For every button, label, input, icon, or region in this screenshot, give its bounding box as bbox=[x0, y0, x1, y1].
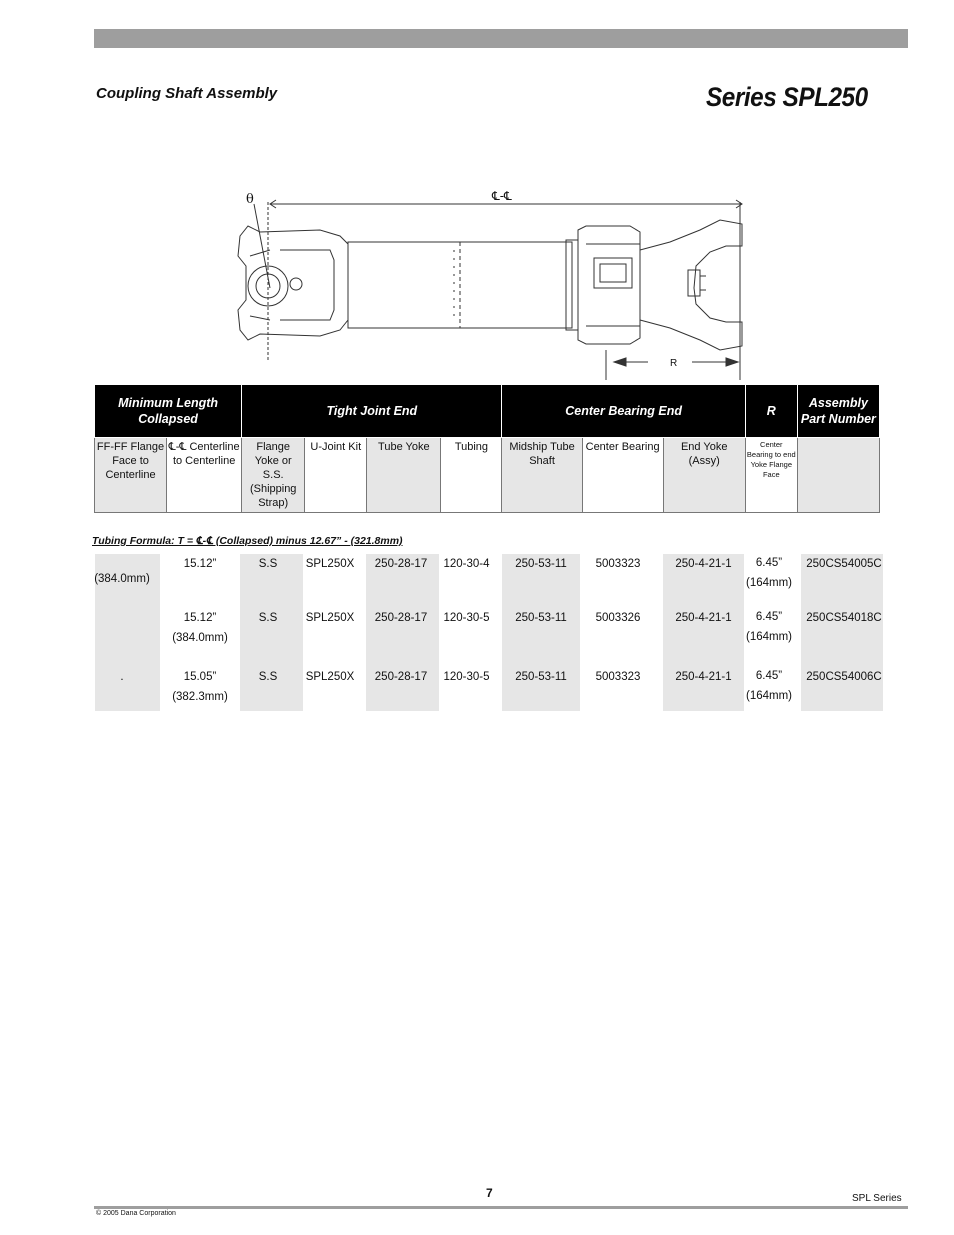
row1-flange: S.S bbox=[258, 558, 278, 570]
group-min-length: Minimum Length Collapsed bbox=[95, 385, 242, 438]
row3-cc: 15.05” bbox=[183, 671, 217, 683]
row1-ff: (384.0mm) bbox=[94, 573, 150, 585]
row2-tube-yoke: 250-28-17 bbox=[374, 612, 428, 624]
col-tube-yoke: Tube Yoke bbox=[367, 438, 441, 513]
row2-r: 6.45” bbox=[755, 611, 783, 623]
page-title: Series SPL250 bbox=[706, 82, 868, 112]
row3-tube-yoke: 250-28-17 bbox=[374, 671, 428, 683]
row3-flange: S.S bbox=[258, 671, 278, 683]
page-subtitle: Coupling Shaft Assembly bbox=[96, 85, 278, 102]
col-end-yoke: End Yoke (Assy) bbox=[663, 438, 745, 513]
row2-cc: 15.12” bbox=[183, 612, 217, 624]
row3-bearing: 5003323 bbox=[595, 671, 641, 683]
row1-r: 6.45” bbox=[755, 557, 783, 569]
tubing-formula: Tubing Formula: T = ℄-℄ (Collapsed) minus 12.67” - (321.8mm) bbox=[92, 535, 403, 547]
row2-bearing: 5003326 bbox=[595, 612, 641, 624]
row1-part: 250CS54005C bbox=[806, 558, 882, 570]
coupling-shaft-diagram bbox=[230, 180, 750, 380]
row3-r-mm: (164mm) bbox=[745, 690, 792, 702]
footer-series: SPL Series bbox=[852, 1193, 902, 1204]
group-center-bearing-end: Center Bearing End bbox=[502, 385, 745, 438]
row1-bearing: 5003323 bbox=[595, 558, 641, 570]
row3-r: 6.45” bbox=[755, 670, 783, 682]
col-bg-part bbox=[801, 554, 883, 711]
row1-midship: 250-53-11 bbox=[515, 558, 567, 570]
row2-part: 250CS54018C bbox=[806, 612, 882, 624]
row3-ff: . bbox=[120, 671, 124, 683]
group-tight-joint-end: Tight Joint End bbox=[242, 385, 502, 438]
col-bg-flange bbox=[240, 554, 303, 711]
row2-flange: S.S bbox=[258, 612, 278, 624]
row3-ujoint: SPL250X bbox=[305, 671, 355, 683]
row2-ujoint: SPL250X bbox=[305, 612, 355, 624]
footer-rule bbox=[94, 1206, 908, 1209]
col-bg-midship bbox=[502, 554, 580, 711]
row3-part: 250CS54006C bbox=[806, 671, 882, 683]
col-center-bearing: Center Bearing bbox=[582, 438, 663, 513]
col-part-number bbox=[797, 438, 879, 513]
col-midship-tube-shaft: Midship Tube Shaft bbox=[502, 438, 582, 513]
col-r-description: Center Bearing to end Yoke Flange Face bbox=[745, 438, 797, 513]
col-bg-end-yoke bbox=[663, 554, 744, 711]
col-bg-tube-yoke bbox=[366, 554, 439, 711]
row2-cc-mm: (384.0mm) bbox=[172, 632, 228, 644]
page-number: 7 bbox=[486, 1186, 493, 1200]
group-r: R bbox=[745, 385, 797, 438]
group-assembly-part-number: Assembly Part Number bbox=[797, 385, 879, 438]
row2-midship: 250-53-11 bbox=[515, 612, 567, 624]
header-bar bbox=[94, 29, 908, 48]
row1-tubing: 120-30-4 bbox=[443, 558, 490, 570]
cc-dimension-label: ℄-℄ bbox=[492, 189, 512, 203]
row3-cc-mm: (382.3mm) bbox=[172, 691, 228, 703]
row3-tubing: 120-30-5 bbox=[443, 671, 490, 683]
row2-end-yoke: 250-4-21-1 bbox=[675, 612, 732, 624]
col-flange-yoke: Flange Yoke or S.S. (Shipping Strap) bbox=[242, 438, 305, 513]
row1-r-mm: (164mm) bbox=[745, 577, 792, 589]
row1-tube-yoke: 250-28-17 bbox=[374, 558, 428, 570]
col-cc: ℄-℄ Centerline to Centerline bbox=[167, 438, 242, 513]
col-tubing: Tubing bbox=[441, 438, 502, 513]
specification-table-data bbox=[94, 554, 884, 711]
specification-table-header bbox=[94, 384, 880, 513]
row2-r-mm: (164mm) bbox=[745, 631, 792, 643]
row3-midship: 250-53-11 bbox=[515, 671, 567, 683]
row1-end-yoke: 250-4-21-1 bbox=[675, 558, 732, 570]
col-ujoint-kit: U-Joint Kit bbox=[305, 438, 367, 513]
row2-tubing: 120-30-5 bbox=[443, 612, 490, 624]
row3-end-yoke: 250-4-21-1 bbox=[675, 671, 732, 683]
theta-label: θ bbox=[246, 192, 254, 207]
col-ff-ff: FF-FF Flange Face to Centerline bbox=[95, 438, 167, 513]
r-dimension-label: R bbox=[670, 358, 678, 369]
row1-cc: 15.12” bbox=[183, 558, 217, 570]
copyright: © 2005 Dana Corporation bbox=[96, 1210, 176, 1217]
row1-ujoint: SPL250X bbox=[305, 558, 355, 570]
